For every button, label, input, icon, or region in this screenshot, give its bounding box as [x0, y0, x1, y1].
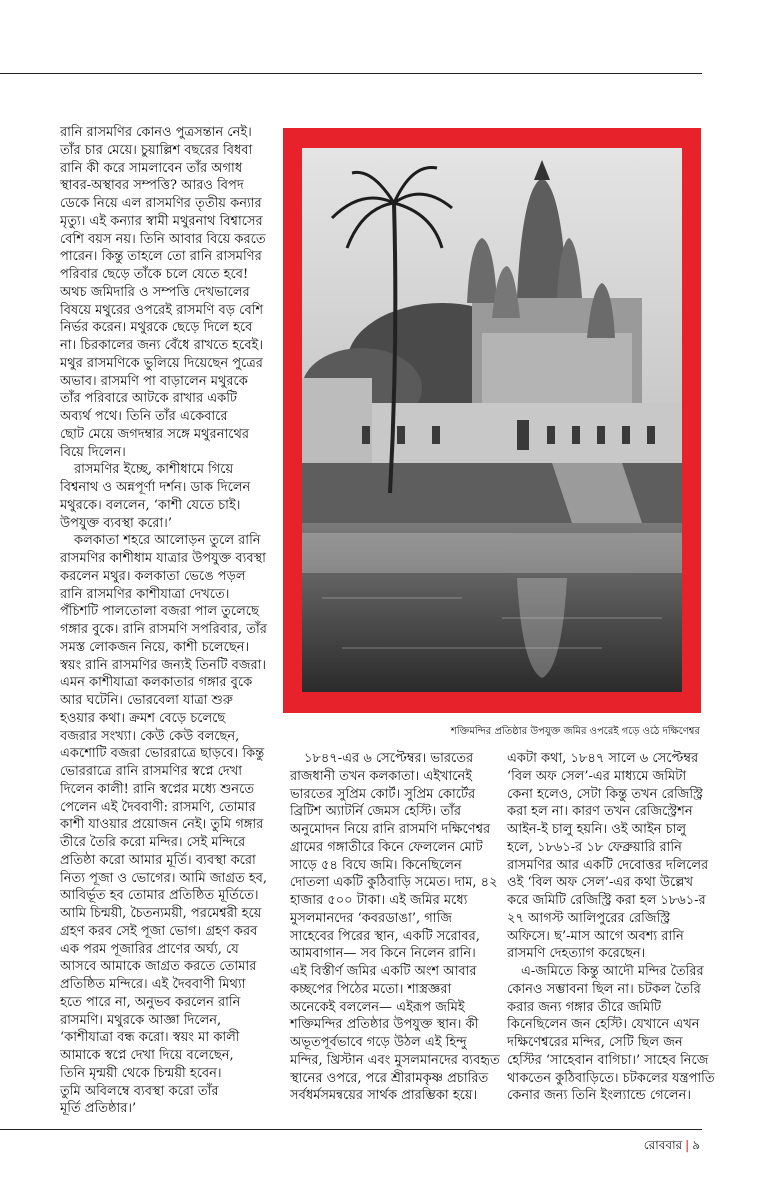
- text-line: হলে, ১৮৬১-র ১৮ ফেব্রুয়ারি রানি: [507, 839, 682, 855]
- text-line: এমন কাশীযাত্রা কলকাতার গঙ্গার বুকে: [60, 675, 253, 691]
- text-line: গঙ্গার বুকে। রানি রাসমণি সপরিবার, তাঁর: [60, 622, 267, 637]
- text-line: করলেন মথুর। কলকাতা ভেঙে পড়ল: [60, 568, 246, 584]
- text-line: কিনেছিলেন জন হেস্টি। যেখানে এখন: [507, 1017, 700, 1033]
- text-line: অনুমোদন নিয়ে রানি রাসমণি দক্ষিণেশ্বর: [290, 822, 491, 837]
- text-line: একশোটি বজরা ভোররাত্রে ছাড়বে। কিন্তু: [60, 746, 265, 762]
- text-line: ছোট মেয়ে জগদম্বার সঙ্গে মথুরনাথের: [60, 426, 250, 442]
- text-line: তীরে তৈরি করো মন্দির। সেই মন্দিরে: [60, 835, 246, 850]
- text-line: গ্রামের গঙ্গাতীরে কিনে ফেললেন মোট: [290, 839, 483, 855]
- text-line: দক্ষিণেশ্বরের মন্দির, সেটি ছিল জন: [507, 1035, 683, 1050]
- text-line: বজরার সংখ্যা। কেউ কেউ বলছেন,: [60, 728, 240, 744]
- text-line: হওয়ার কথা। ক্রমশ বেড়ে চলেছে: [60, 710, 226, 726]
- text-line: অভাব। রাসমণি পা বাড়ালেন মথুরকে: [60, 373, 248, 389]
- text-line: একটা কথা, ১৮৪৭ সালে ৬ সেপ্টেম্বর: [507, 751, 699, 766]
- text-line: মূর্তি প্রতিষ্ঠার।’: [60, 1101, 137, 1117]
- photo-caption: শক্তিমন্দির প্রতিষ্ঠার উপযুক্ত জমির ওপরেই গড়ে ওঠে দক্ষিণেশ্বর: [450, 726, 700, 737]
- text-line: নিত্য পূজা ও ভোগের। আমি জাগ্রত হব,: [60, 870, 268, 886]
- text-line: রাসমণি। মথুরকে আজ্ঞা দিলেন,: [60, 1012, 222, 1028]
- temple-photo-illustration: [302, 148, 682, 692]
- text-line: আমবাগান— সব কিনে নিলেন রানি।: [290, 946, 476, 962]
- article-column-middle: [290, 750, 500, 1105]
- text-line: বিয়ে দিলেন।: [60, 444, 126, 460]
- text-line: হেস্টির ‘সাহেবান বাগিচা।’ সাহেব নিজে: [507, 1052, 709, 1068]
- text-line: তুমি অবিলম্বে ব্যবস্থা করো তাঁর: [60, 1083, 219, 1099]
- text-line: রাজধানী তখন কলকাতা। এইখানেই: [290, 768, 473, 784]
- text-line: অনেকেই বললেন— এইরূপ জমিই: [290, 999, 465, 1015]
- text-line: মথুরকে। বললেন, ‘কাশী যেতে চাই।: [60, 497, 241, 513]
- text-line: কোনও সম্ভাবনা ছিল না। চটকল তৈরি: [507, 981, 701, 997]
- top-rule: [0, 73, 702, 74]
- text-line: অব্যর্থ পথে। তিনি তাঁর একেবারে: [60, 409, 228, 424]
- bottom-rule: [0, 1129, 702, 1130]
- text-line: বেশি বয়স নয়। তিনি আবার বিয়ে করতে: [60, 231, 266, 247]
- text-line: ‘বিল অফ সেল’-এর মাধ্যমে জমিটা: [507, 768, 687, 784]
- text-line: আমি চিন্ময়ী, চৈতন্যময়ী, পরমেশ্বরী হয়ে: [60, 906, 262, 921]
- text-line: বিষয়ে মথুরের ওপরেই রাসমণি বড় বেশি: [60, 302, 264, 318]
- text-line: স্থাবর-অস্থাবর সম্পত্তি? আরও বিপদ: [60, 178, 244, 194]
- text-line: তাঁর চার মেয়ে। চুয়াল্লিশ বছরের বিধবা: [60, 142, 253, 158]
- text-line: ব্রিটিশ অ্যাটর্নি জেমস হেস্টি। তাঁর: [290, 804, 462, 820]
- text-line: গ্রহণ করব সেই পূজা ভোগ। গ্রহণ করব: [60, 923, 258, 939]
- publication-name: রোববার: [643, 1138, 683, 1152]
- text-line: করার জন্য গঙ্গার তীরে জমিটি: [507, 999, 662, 1015]
- text-line: নির্ভর করেন। মথুরকে ছেড়ে দিলে হবে: [60, 320, 253, 336]
- text-line: তাঁর পরিবারে আটকে রাখার একটি: [60, 391, 238, 407]
- article-column-left: [60, 124, 280, 1118]
- text-line: আসবে আমাকে জাগ্রত করতে তোমার: [60, 959, 257, 975]
- text-line: সর্বধর্মসমন্বয়ের সার্থক প্রারম্ভিকা হয়ে।: [290, 1088, 478, 1104]
- text-line: আইন-ই চালু হয়নি। ওই আইন চালু: [507, 822, 687, 837]
- text-line: রাসমণির কাশীধাম যাত্রার উপযুক্ত ব্যবস্থা: [60, 551, 266, 566]
- text-line: পরিবার ছেড়ে তাঁকে চলে যেতে হবে!: [60, 267, 249, 282]
- text-line: অভূতপূর্বভাবে গড়ে উঠল এই হিন্দু: [290, 1035, 467, 1050]
- text-line: শক্তিমন্দির প্রতিষ্ঠার উপযুক্ত স্থান। কী: [290, 1017, 479, 1033]
- text-line: অথচ জমিদারি ও সম্পত্তি দেখভালের: [60, 284, 250, 300]
- text-line: ২৭ আগস্ট আলিপুরের রেজিস্ট্রি: [507, 910, 671, 926]
- text-line: উপযুক্ত ব্যবস্থা করো।’: [60, 515, 172, 531]
- text-line: কাশী যাওয়ার প্রয়োজন নেই। তুমি গঙ্গার: [60, 817, 264, 833]
- text-line: মথুর রাসমণিকে ভুলিয়ে দিয়েছেন পুত্রের: [60, 355, 263, 371]
- text-line: রাসমণি দেহত্যাগ করেছেন।: [507, 946, 646, 962]
- text-line: অফিসে। ছ’-মাস আগে অবশ্য রানি: [507, 928, 684, 944]
- text-line: বিশ্বনাথ ও অন্নপূর্ণা দর্শন। ডাক দিলেন: [60, 480, 251, 495]
- text-line: ভারতের সুপ্রিম কোর্ট। সুপ্রিম কোর্টের: [290, 786, 476, 802]
- page-number: ৯: [692, 1138, 700, 1152]
- text-line: কেনার জন্য তিনি ইংল্যান্ডে গেলেন।: [507, 1088, 691, 1104]
- text-line: পঁচিশটি পালতোলা বজরা পাল তুলেছে: [60, 604, 259, 620]
- text-line: প্রতিষ্ঠিত মন্দিরে। এই দৈববাণী মিথ্যা: [60, 977, 246, 992]
- footer-separator: |: [685, 1138, 690, 1152]
- text-line: আমাকে স্বপ্নে দেখা দিয়ে বলেছেন,: [60, 1048, 234, 1063]
- text-line: সমস্ত লোকজন নিয়ে, কাশী চলেছেন।: [60, 639, 250, 655]
- text-line: এক পরম পূজারির প্রাণের অর্ঘ্য, যে: [60, 941, 239, 957]
- text-line: রাসমণির আর একটি দেবোত্তর দলিলের: [507, 857, 709, 873]
- text-line: মন্দির, খ্রিস্টান এবং মুসলমানদের ব্যবহৃত: [290, 1052, 500, 1068]
- text-line: স্থানের ওপরে, পরে শ্রীরামকৃষ্ণ প্রচারিত: [290, 1070, 489, 1086]
- text-line: করা হল না। কারণ তখন রেজিস্ট্রেশন: [507, 804, 693, 820]
- text-line: রানি কী করে সামলাবেন তাঁর অগাধ: [60, 160, 243, 176]
- text-line: ওই ‘বিল অফ সেল’-এর কথা উল্লেখ: [507, 875, 694, 891]
- text-line: আবির্ভূত হব তোমার প্রতিষ্ঠিত মূর্তিতে।: [60, 888, 259, 904]
- text-line: কচ্ছপের পিঠের মতো। শাস্ত্রজ্ঞরা: [290, 981, 452, 997]
- text-line: ডেকে নিয়ে এল রাসমণির তৃতীয় কন্যার: [60, 196, 262, 211]
- text-line: কেনা হলেও, সেটা কিন্তু তখন রেজিস্ট্রি: [507, 786, 703, 802]
- text-line: মুসলমানদের ‘কবরডাঙা’, গাজি: [290, 910, 452, 926]
- text-line: করে জমিটি রেজিস্ট্রি করা হল ১৮৬১-র: [507, 893, 706, 908]
- text-line: দোতলা একটি কুঠিবাড়ি সমেত। দাম, ৪২: [290, 875, 498, 891]
- photo-frame: [283, 128, 701, 713]
- text-line: এই বিস্তীর্ণ জমির একটি অংশ আবার: [290, 964, 477, 979]
- text-line: থাকতেন কুঠিবাড়িতে। চটকলের যন্ত্রপাতি: [507, 1070, 715, 1086]
- text-line: কলকাতা শহরে আলোড়ন তুলে রানি: [74, 533, 261, 549]
- page-footer: [600, 1137, 700, 1157]
- text-line: এ-জমিতে কিন্তু আদৌ মন্দির তৈরির: [521, 964, 704, 979]
- text-line: ‘কাশীযাত্রা বন্ধ করো। স্বয়ং মা কালী: [60, 1030, 240, 1046]
- text-line: স্বয়ং রানি রাসমণির জন্যই তিনটি বজরা।: [60, 657, 267, 673]
- text-line: প্রতিষ্ঠা করো আমার মূর্তি। ব্যবস্থা করো: [60, 852, 256, 868]
- text-line: রাসমণির ইচ্ছে, কাশীধামে গিয়ে: [74, 462, 234, 478]
- dakshineswar-temple-photo: [302, 148, 682, 692]
- text-line: রানি রাসমণির কাশীযাত্রা দেখতে।: [60, 586, 230, 602]
- text-line: পেলেন এই দৈববাণী: রাসমণি, তোমার: [60, 799, 256, 815]
- text-line: ভোররাত্রে রানি রাসমণির স্বপ্নে দেখা: [60, 764, 243, 779]
- text-line: না। চিরকালের জন্য বেঁধে রাখতে হবেই।: [60, 338, 263, 353]
- text-line: সাড়ে ৫৪ বিঘে জমি। কিনেছিলেন: [290, 857, 462, 873]
- article-column-right: [507, 750, 715, 1105]
- text-line: দিলেন কালী! রানি স্বপ্নের মধ্যে শুনতে: [60, 781, 255, 797]
- text-line: আর ঘটেনি। ভোরবেলা যাত্রা শুরু: [60, 693, 233, 708]
- text-line: ১৮৪৭-এর ৬ সেপ্টেম্বর। ভারতের: [304, 751, 474, 766]
- text-line: রানি রাসমণির কোনও পুত্রসন্তান নেই।: [60, 125, 252, 140]
- text-line: সাহেবের পিরের স্থান, একটি সরোবর,: [290, 928, 480, 944]
- text-line: হতে পারে না, অনুভব করলেন রানি: [60, 994, 241, 1010]
- text-line: তিনি মৃন্ময়ী থেকে চিন্ময়ী হবেন।: [60, 1065, 222, 1081]
- text-line: পারেন। কিন্তু তাহলে তো রানি রাসমণির: [60, 249, 262, 265]
- text-line: হাজার ৫০০ টাকা। এই জমির মধ্যে: [290, 893, 468, 908]
- text-line: মৃত্যু। এই কন্যার স্বামী মথুরনাথ বিশ্বাসের: [60, 213, 263, 229]
